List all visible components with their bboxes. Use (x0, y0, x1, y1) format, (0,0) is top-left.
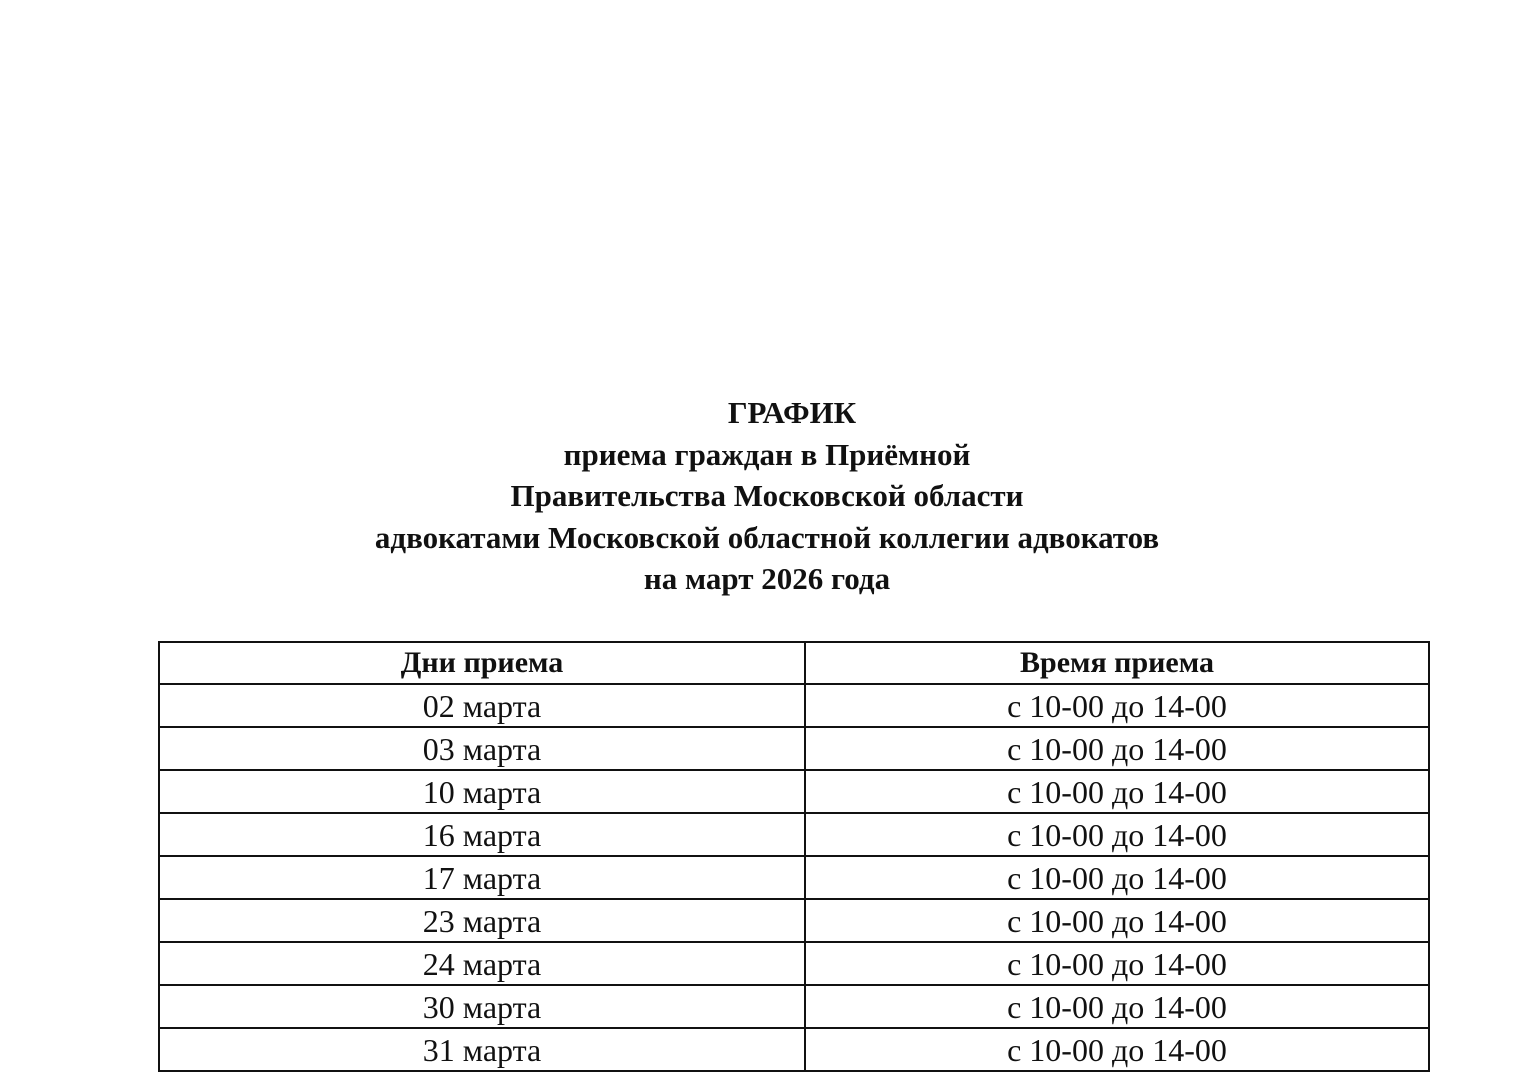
heading-line-reception: приема граждан в Приёмной (563, 436, 971, 472)
document-heading (0, 392, 1534, 600)
cell-time: с 10-00 до 14-00 (805, 813, 1429, 856)
table-row (159, 1028, 1429, 1071)
heading-line-government: Правительства Московской области (510, 478, 1024, 513)
heading-line-lawyers: адвокатами Московской областной коллегии адвокатов (374, 519, 1160, 555)
table-row (159, 727, 1429, 770)
cell-day: 17 марта (159, 856, 805, 899)
table-row (159, 770, 1429, 813)
cell-day: 10 марта (159, 770, 805, 813)
cell-time: с 10-00 до 14-00 (805, 684, 1429, 727)
cell-time: с 10-00 до 14-00 (805, 899, 1429, 942)
cell-time: с 10-00 до 14-00 (805, 770, 1429, 813)
cell-time: с 10-00 до 14-00 (805, 1028, 1429, 1071)
heading-line-period: на март 2026 года (643, 561, 891, 596)
cell-time: с 10-00 до 14-00 (805, 856, 1429, 899)
cell-day: 16 марта (159, 813, 805, 856)
cell-time: с 10-00 до 14-00 (805, 727, 1429, 770)
table-row (159, 899, 1429, 942)
cell-time: с 10-00 до 14-00 (805, 942, 1429, 985)
cell-day: 30 марта (159, 985, 805, 1028)
table-row (159, 813, 1429, 856)
cell-day: 23 марта (159, 899, 805, 942)
table-row (159, 942, 1429, 985)
header-time: Время приема (805, 642, 1429, 684)
header-days: Дни приема (159, 642, 805, 684)
table-row (159, 684, 1429, 727)
cell-day: 24 марта (159, 942, 805, 985)
table-row (159, 985, 1429, 1028)
cell-day: 03 марта (159, 727, 805, 770)
cell-day: 02 марта (159, 684, 805, 727)
cell-time: с 10-00 до 14-00 (805, 985, 1429, 1028)
heading-title: ГРАФИК (727, 395, 857, 430)
cell-day: 31 марта (159, 1028, 805, 1071)
table-header-row (159, 642, 1429, 684)
table-row (159, 856, 1429, 899)
schedule-table (158, 641, 1430, 1072)
